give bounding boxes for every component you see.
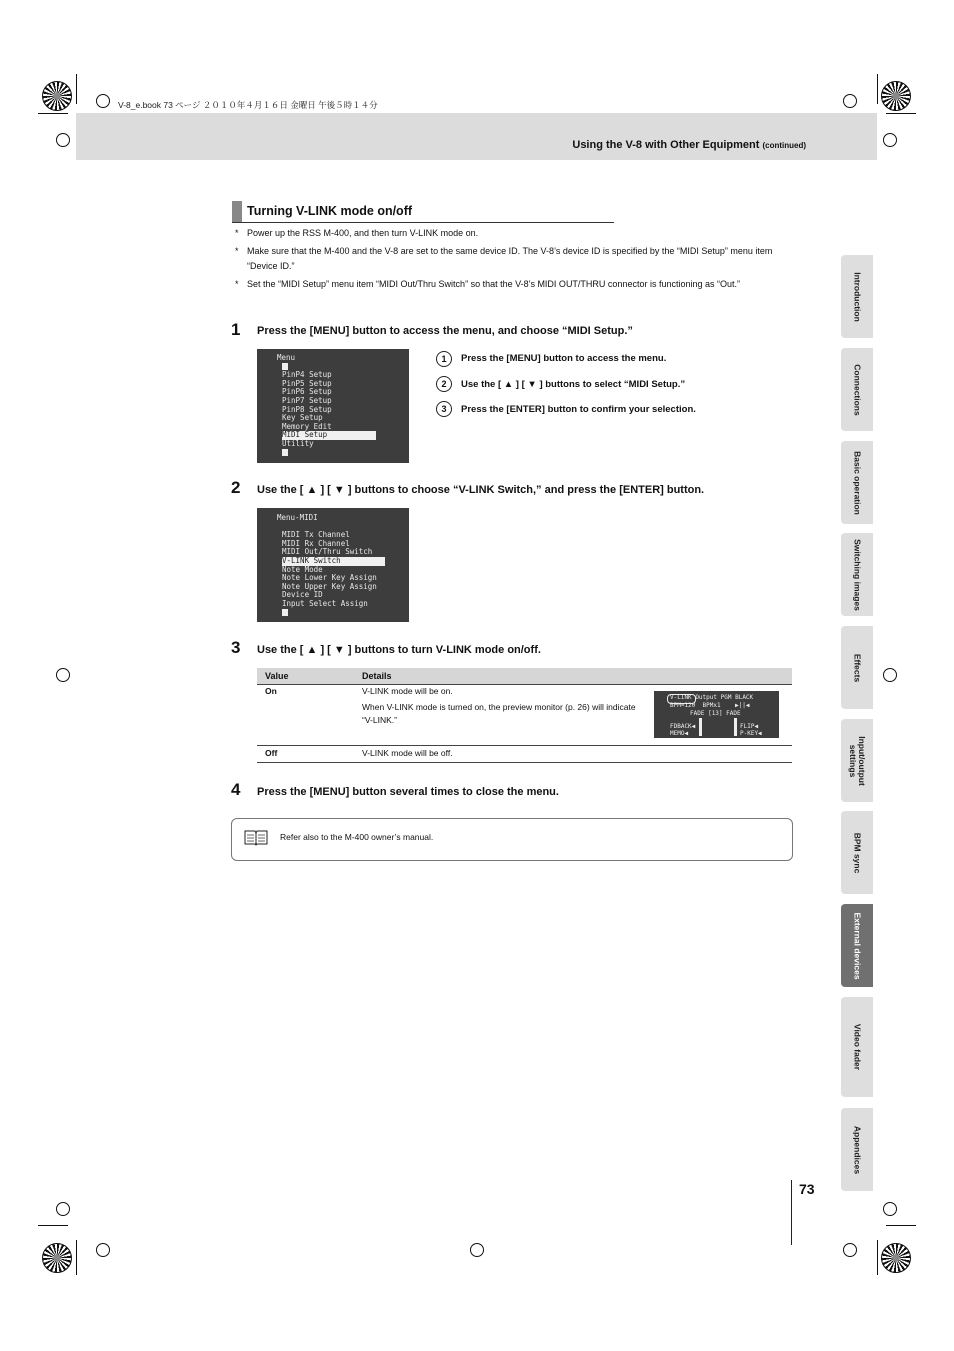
step-number: 4 xyxy=(231,780,241,799)
registration-mark-br xyxy=(881,1243,911,1273)
note-item xyxy=(235,277,795,292)
scroll-down-icon xyxy=(282,449,288,456)
header-continued: (continued) xyxy=(762,141,806,150)
target-mark xyxy=(56,668,70,682)
note-text: Power up the RSS M-400, and then turn V-LINK mode on. xyxy=(247,228,479,238)
substep-number: 3 xyxy=(436,401,452,417)
tab-label: Connections xyxy=(852,363,863,416)
target-mark xyxy=(843,94,857,108)
table-bottom-rule xyxy=(257,762,792,763)
lcd-text: FLIP◀ xyxy=(740,723,759,730)
table-cell-note xyxy=(362,701,642,727)
tab-label: Appendices xyxy=(852,1125,863,1174)
tab-label: Basic operation xyxy=(852,450,863,515)
lcd-item: PinP8 Setup xyxy=(282,404,332,414)
lcd-text: BPMx1 xyxy=(702,702,721,709)
target-mark xyxy=(883,1202,897,1216)
step-text: Press the [MENU] button to access the menu, and choose “MIDI Setup.” xyxy=(257,325,633,337)
tab-introduction[interactable] xyxy=(841,255,873,338)
crop-line xyxy=(877,1240,878,1275)
file-info: V-8_e.book 73 ページ ２０１０年４月１６日 金曜日 午後５時１４分 xyxy=(118,100,378,110)
tab-input-output-settings[interactable] xyxy=(841,719,873,802)
table-header xyxy=(257,668,792,685)
registration-mark-bl xyxy=(42,1243,72,1273)
tab-connections[interactable] xyxy=(841,348,873,431)
memo-text: Refer also to the M-400 owner’s manual. xyxy=(280,832,434,842)
substep-number: 2 xyxy=(436,376,452,392)
lcd-item: MIDI Out/Thru Switch xyxy=(282,547,373,557)
lcd-item: Note Lower Key Assign xyxy=(282,573,377,583)
substep-number: 1 xyxy=(436,351,452,367)
lcd-item: Note Upper Key Assign xyxy=(282,581,377,591)
substep-text: Use the [ ▲ ] [ ▼ ] buttons to select “MIDI Setup.” xyxy=(461,379,686,390)
tab-label: BPM sync xyxy=(852,832,863,873)
crop-line xyxy=(877,74,878,104)
header-title: Using the V-8 with Other Equipment xyxy=(572,139,760,151)
tab-label: Introduction xyxy=(852,271,863,322)
target-mark xyxy=(96,94,110,108)
note-marker: * xyxy=(235,228,239,238)
crop-line xyxy=(76,1240,77,1275)
lcd-item: Memory Edit xyxy=(282,421,332,431)
tab-label: Effects xyxy=(852,653,863,682)
tab-label: Input/output settings xyxy=(848,735,867,786)
column-header-details: Details xyxy=(362,671,392,681)
tab-effects[interactable] xyxy=(841,626,873,709)
lcd-text: FADE xyxy=(726,710,741,717)
target-mark xyxy=(843,1243,857,1257)
section-title: Turning V-LINK mode on/off xyxy=(247,204,413,218)
step-number: 1 xyxy=(231,320,241,339)
note-marker: * xyxy=(235,246,239,256)
step-text: Use the [ ▲ ] [ ▼ ] buttons to turn V-LINK mode on/off. xyxy=(257,644,541,656)
table-cell-value: On xyxy=(265,686,277,696)
table-cell-value: Off xyxy=(265,748,278,758)
section-rule xyxy=(232,222,614,223)
page-number-rule xyxy=(791,1180,792,1245)
registration-mark-tl xyxy=(42,81,72,111)
lcd-text: PGM xyxy=(720,694,732,701)
lcd-item: MIDI Tx Channel xyxy=(282,530,350,540)
note-text: Set the “MIDI Setup” menu item “MIDI Out/Thru Switch” so that the V-8’s MIDI OUT/THRU connector is functioning as “Out.” xyxy=(247,279,740,289)
tab-label: Switching images xyxy=(852,538,863,611)
preview-monitor-lcd xyxy=(654,691,779,738)
tab-switching-images[interactable] xyxy=(841,533,873,616)
page-number: 73 xyxy=(799,1181,815,1197)
target-mark xyxy=(56,133,70,147)
tab-external-devices[interactable] xyxy=(841,904,873,987)
note-item xyxy=(235,244,795,274)
table-cell-details: V-LINK mode will be on. xyxy=(362,686,453,696)
lcd-item: MIDI Rx Channel xyxy=(282,538,350,548)
step-number: 3 xyxy=(231,638,241,657)
crop-line xyxy=(886,1225,916,1226)
lcd-text: FADE xyxy=(690,710,705,717)
table-cell-note-text: When V-LINK mode is turned on, the preview monitor (p. 26) will indicate “V-LINK.” xyxy=(362,702,636,725)
lcd-item: PinP4 Setup xyxy=(282,370,332,380)
lcd-item: PinP5 Setup xyxy=(282,378,332,388)
scroll-down-icon xyxy=(282,609,288,616)
substep-text: Press the [ENTER] button to confirm your selection. xyxy=(461,404,696,415)
lcd-item: Utility xyxy=(282,438,314,448)
registration-mark-tr xyxy=(881,81,911,111)
scroll-up-icon xyxy=(282,363,288,370)
step-number: 2 xyxy=(231,478,241,497)
header-band xyxy=(76,113,877,160)
note-marker: * xyxy=(235,279,239,289)
tab-bpm-sync[interactable] xyxy=(841,811,873,894)
target-mark xyxy=(96,1243,110,1257)
lcd-item: Key Setup xyxy=(282,413,323,423)
lcd-menu-screen xyxy=(257,349,409,463)
tab-label: External devices xyxy=(852,911,863,980)
target-mark xyxy=(883,133,897,147)
column-header-value: Value xyxy=(265,671,289,681)
lcd-text: BLACK xyxy=(735,694,754,701)
note-text: Make sure that the M-400 and the V-8 are set to the same device ID. The V-8’s device ID is specified by the “MIDI Setup” menu item “Device ID.” xyxy=(247,246,773,271)
vlink-indicator: V-LINK xyxy=(670,694,692,701)
lcd-text: MEMO◀ xyxy=(670,730,689,737)
crop-line xyxy=(38,113,68,114)
lcd-item: Input Select Assign xyxy=(282,598,368,608)
lcd-item: PinP6 Setup xyxy=(282,387,332,397)
lcd-item-selected: V-LINK Switch xyxy=(282,557,385,566)
lcd-text: ▶||◀ xyxy=(735,702,750,709)
lcd-item: PinP7 Setup xyxy=(282,395,332,405)
running-header xyxy=(572,139,806,151)
crop-line xyxy=(76,74,77,104)
crop-line xyxy=(886,113,916,114)
lcd-title: Menu-MIDI xyxy=(277,513,318,522)
step-text: Use the [ ▲ ] [ ▼ ] buttons to choose “V-LINK Switch,” and press the [ENTER] button. xyxy=(257,484,705,496)
crop-line xyxy=(38,1225,68,1226)
target-mark xyxy=(56,1202,70,1216)
target-mark xyxy=(470,1243,484,1257)
lcd-item: Device ID xyxy=(282,590,323,600)
tab-basic-operation[interactable] xyxy=(841,441,873,524)
table-cell-details: V-LINK mode will be off. xyxy=(362,748,453,758)
lcd-midi-screen xyxy=(257,508,409,622)
table-row-divider xyxy=(257,745,792,746)
section-marker xyxy=(232,201,242,223)
lcd-text: Output xyxy=(695,694,717,701)
lcd-text: [13] xyxy=(708,710,723,717)
tab-appendices[interactable] xyxy=(841,1108,873,1191)
book-icon xyxy=(244,829,268,846)
lcd-text: BPM=120 xyxy=(670,702,696,709)
lcd-item: Note Mode xyxy=(282,564,323,574)
step-text: Press the [MENU] button several times to close the menu. xyxy=(257,786,559,798)
tab-video-fader[interactable] xyxy=(841,997,873,1097)
note-item xyxy=(235,226,795,241)
substep-text: Press the [MENU] button to access the menu. xyxy=(461,353,667,364)
lcd-title: Menu xyxy=(277,353,296,362)
target-mark xyxy=(883,668,897,682)
tab-label: Video fader xyxy=(852,1023,863,1071)
lcd-text: FDBACK◀ xyxy=(670,723,696,730)
lcd-text: P-KEY◀ xyxy=(740,730,762,737)
lcd-item-selected: MIDI Setup xyxy=(282,431,376,440)
